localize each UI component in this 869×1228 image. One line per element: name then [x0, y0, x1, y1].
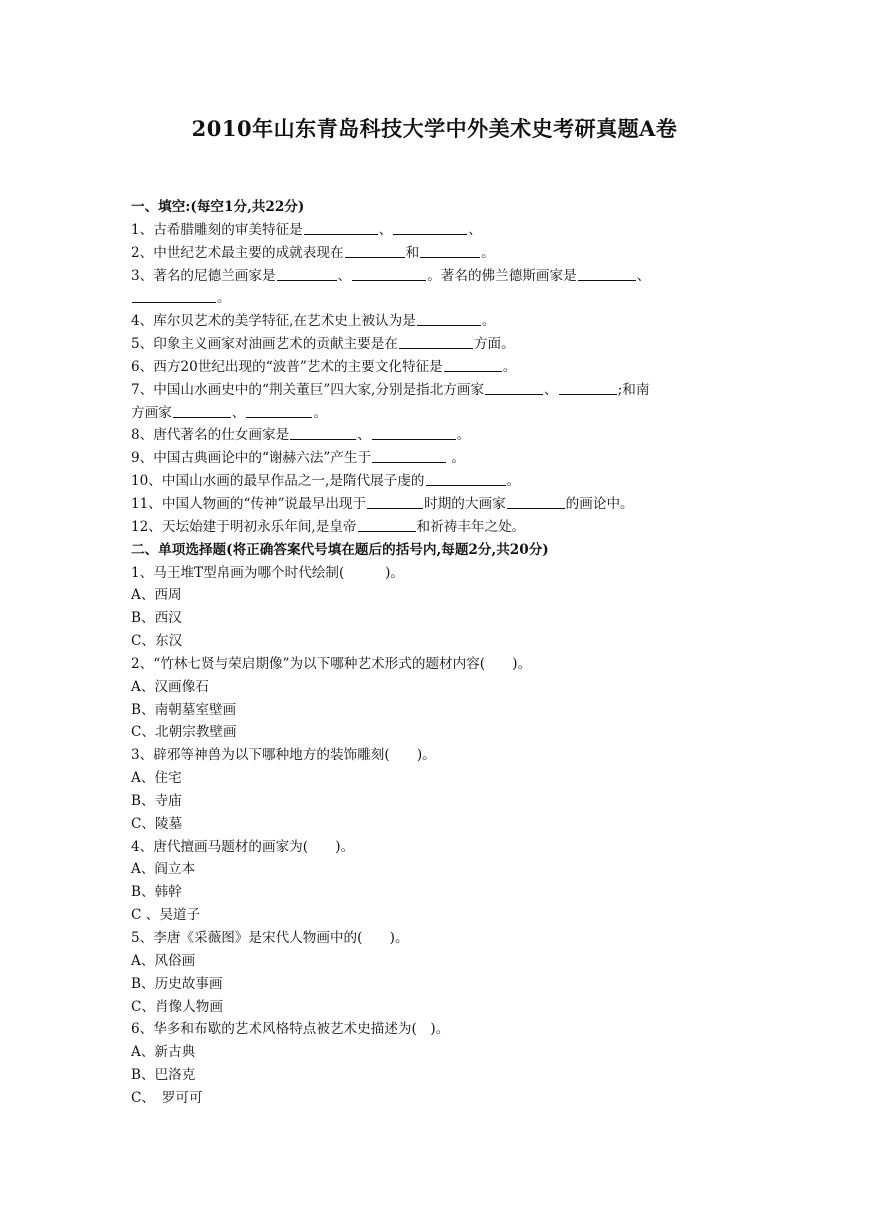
- answer-blank: [277, 267, 337, 281]
- question-fill-7: 7、中国山水画史中的“荆关董巨”四大家,分别是指北方画家 、 ;和南: [131, 381, 650, 398]
- question-fill-9: 9、中国古典画论中的“谢赫六法”产生于 。: [131, 450, 465, 467]
- option-c: C、东汉: [131, 633, 183, 650]
- option-a: A、住宅: [131, 770, 182, 787]
- answer-blank: [345, 244, 405, 258]
- document-body: [131, 196, 751, 1110]
- option-b: B、南朝墓室壁画: [131, 701, 237, 718]
- answer-blank: [372, 449, 446, 463]
- question-fill-1: 1、古希腊雕刻的审美特征是 、 、: [131, 221, 482, 238]
- option-a: A、风俗画: [131, 952, 196, 969]
- section-heading-multiple-choice: 二、单项选择题(将正确答案代号填在题后的括号内,每题2分,共20分): [131, 541, 549, 558]
- document-title: 2010年山东青岛科技大学中外美术史考研真题A卷: [191, 116, 678, 141]
- question-choice-2: 2、“竹林七贤与荣启期像”为以下哪种艺术形式的题材内容( )。: [131, 655, 532, 672]
- option-c: C、北朝宗教壁画: [131, 724, 237, 741]
- option-a: A、阎立本: [131, 861, 196, 878]
- answer-blank: [417, 312, 481, 326]
- answer-blank: [132, 289, 216, 303]
- answer-blank: [358, 518, 416, 532]
- answer-blank: [246, 404, 312, 418]
- answer-blank: [559, 381, 617, 395]
- question-fill-11: 11、中国人物画的“传神”说最早出现于 时期的大画家 的画论中。: [131, 495, 634, 512]
- question-fill-3-cont: 。: [131, 287, 751, 310]
- answer-blank: [507, 495, 565, 509]
- question-fill-8: 8、唐代著名的仕女画家是 、 。: [131, 427, 471, 444]
- question-fill-10: 10、中国山水画的最早作品之一,是隋代展子虔的 。: [131, 473, 521, 490]
- answer-blank: [399, 335, 473, 349]
- question-choice-3: 3、辟邪等神兽为以下哪种地方的装饰雕刻( )。: [131, 747, 436, 764]
- answer-blank: [372, 426, 456, 440]
- answer-blank: [393, 221, 467, 235]
- option-b: B、历史故事画: [131, 975, 223, 992]
- option-c: C、 罗可可: [131, 1089, 203, 1106]
- question-fill-5: 5、印象主义画家对油画艺术的贡献主要是在 方面。: [131, 336, 515, 353]
- option-b: B、西汉: [131, 610, 182, 627]
- answer-blank: [290, 426, 356, 440]
- answer-blank: [367, 495, 423, 509]
- answer-blank: [578, 267, 636, 281]
- answer-blank: [352, 267, 426, 281]
- option-c: C、肖像人物画: [131, 998, 223, 1015]
- question-choice-6: 6、华多和布歇的艺术风格特点被艺术史描述为( )。: [131, 1021, 450, 1038]
- question-choice-4: 4、唐代擅画马题材的画家为( )。: [131, 838, 355, 855]
- question-choice-1: 1、马王堆T型帛画为哪个时代绘制( )。: [131, 564, 405, 581]
- question-fill-7-cont: 方画家 、 。: [131, 404, 327, 421]
- option-b: B、韩幹: [131, 884, 182, 901]
- question-fill-12: 12、天坛始建于明初永乐年间,是皇帝 和祈祷丰年之处。: [131, 518, 526, 535]
- question-fill-4: 4、库尔贝艺术的美学特征,在艺术史上被认为是 。: [131, 313, 496, 330]
- option-a: A、汉画像石: [131, 678, 209, 695]
- answer-blank: [304, 221, 378, 235]
- answer-blank: [420, 244, 480, 258]
- answer-blank: [173, 404, 231, 418]
- question-fill-3: 3、著名的尼德兰画家是 、 。著名的佛兰德斯画家是 、: [131, 267, 651, 284]
- option-b: B、寺庙: [131, 792, 182, 809]
- answer-blank: [426, 472, 506, 486]
- question-choice-5: 5、李唐《采薇图》是宋代人物画中的( )。: [131, 930, 409, 946]
- option-b: B、巴洛克: [131, 1067, 196, 1084]
- section-heading-fill-blank: 一、填空:(每空1分,共22分): [131, 199, 305, 215]
- option-a: A、新古典: [131, 1044, 196, 1061]
- answer-blank: [444, 358, 502, 372]
- question-fill-2: 2、中世纪艺术最主要的成就表现在 和 。: [131, 244, 495, 261]
- answer-blank: [485, 381, 543, 395]
- option-a: A、西周: [131, 587, 182, 604]
- option-c: C、陵墓: [131, 815, 183, 832]
- option-c: C 、吴道子: [131, 907, 201, 924]
- question-fill-6: 6、西方20世纪出现的“波普”艺术的主要文化特征是 。: [131, 358, 517, 375]
